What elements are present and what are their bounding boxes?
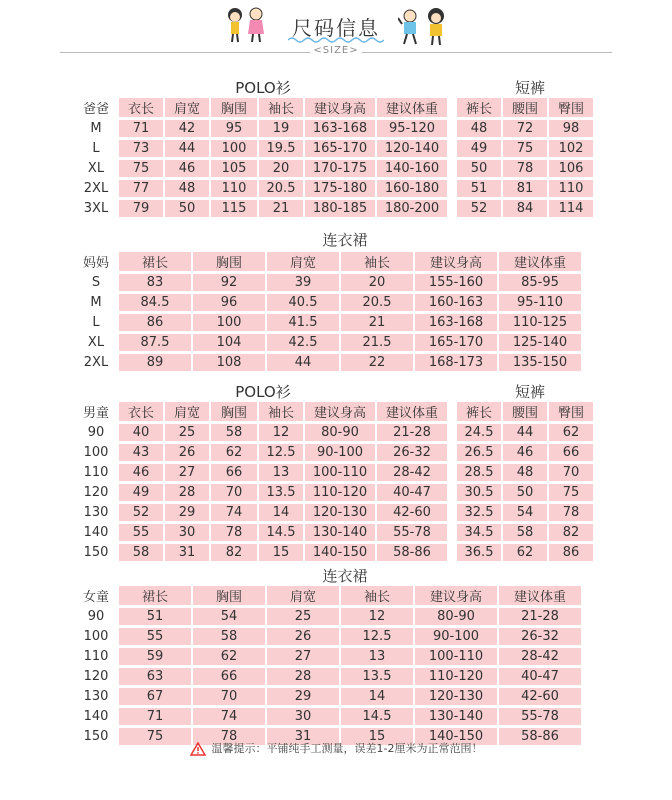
column-header: 肩宽 bbox=[165, 402, 209, 421]
table-cell: 155-160 bbox=[415, 274, 497, 291]
table-cell: 31 bbox=[165, 544, 209, 561]
table-cell: 67 bbox=[119, 688, 191, 705]
table-cell: 98 bbox=[549, 120, 593, 137]
column-header: 建议体重 bbox=[377, 98, 447, 117]
table-row bbox=[75, 444, 593, 461]
column-gap bbox=[449, 160, 455, 177]
table-cell: 100 bbox=[211, 140, 257, 157]
group-label: 男童 bbox=[82, 406, 109, 421]
column-header: 胸围 bbox=[193, 252, 265, 271]
column-gap bbox=[449, 424, 455, 441]
column-header: 肩宽 bbox=[267, 586, 339, 605]
table-cell: 51 bbox=[119, 608, 191, 625]
size-label: XL bbox=[87, 335, 105, 350]
table-header-row bbox=[75, 402, 593, 421]
size-label: 150 bbox=[83, 545, 109, 560]
table-cell: 70 bbox=[549, 464, 593, 481]
table-cell: 20 bbox=[341, 274, 413, 291]
table-cell: 44 bbox=[165, 140, 209, 157]
table-cell: 63 bbox=[119, 668, 191, 685]
footer-note bbox=[0, 740, 672, 756]
table-cell: 46 bbox=[119, 464, 163, 481]
table-cell: 115 bbox=[211, 200, 257, 217]
table-cell: 20.5 bbox=[259, 180, 303, 197]
boy-size-table bbox=[73, 399, 595, 564]
table-cell: 165-170 bbox=[415, 334, 497, 351]
table-cell: 21.5 bbox=[341, 334, 413, 351]
table-cell: 13.5 bbox=[259, 484, 303, 501]
table-cell: 41.5 bbox=[267, 314, 339, 331]
table-cell: 79 bbox=[119, 200, 163, 217]
size-label: S bbox=[91, 275, 101, 290]
column-header: 胸围 bbox=[211, 402, 257, 421]
size-label: L bbox=[92, 315, 100, 330]
table-row bbox=[75, 524, 593, 541]
table-cell: 62 bbox=[193, 648, 265, 665]
table-cell: 12 bbox=[341, 608, 413, 625]
table-cell: 110-125 bbox=[499, 314, 581, 331]
dad-shorts-caption: 短裤 bbox=[514, 79, 545, 97]
column-header: 胸围 bbox=[211, 98, 257, 117]
table-cell: 40-47 bbox=[499, 668, 581, 685]
table-cell: 110-120 bbox=[415, 668, 497, 685]
size-label: 120 bbox=[83, 485, 109, 500]
size-label: 100 bbox=[83, 445, 109, 460]
table-cell: 24.5 bbox=[457, 424, 501, 441]
table-cell: 13 bbox=[259, 464, 303, 481]
size-label: 140 bbox=[83, 709, 109, 724]
table-cell: 43 bbox=[119, 444, 163, 461]
table-cell: 25 bbox=[165, 424, 209, 441]
column-gap bbox=[449, 402, 455, 421]
table-cell: 50 bbox=[503, 484, 547, 501]
table-cell: 40.5 bbox=[267, 294, 339, 311]
table-cell: 50 bbox=[165, 200, 209, 217]
column-gap bbox=[449, 444, 455, 461]
table-cell: 55 bbox=[119, 524, 163, 541]
table-cell: 46 bbox=[165, 160, 209, 177]
table-cell: 82 bbox=[211, 544, 257, 561]
table-cell: 86 bbox=[549, 544, 593, 561]
column-header: 裙长 bbox=[119, 586, 191, 605]
column-header: 臀围 bbox=[549, 98, 593, 117]
mom-dress-caption: 连衣裙 bbox=[322, 231, 368, 249]
table-cell: 100-110 bbox=[415, 648, 497, 665]
table-cell: 82 bbox=[549, 524, 593, 541]
table-cell: 55 bbox=[119, 628, 191, 645]
table-cell: 70 bbox=[211, 484, 257, 501]
table-row bbox=[75, 668, 581, 685]
girl-dress-caption: 连衣裙 bbox=[322, 567, 368, 585]
table-cell: 59 bbox=[119, 648, 191, 665]
column-header: 裤长 bbox=[457, 98, 501, 117]
table-row bbox=[75, 160, 593, 177]
table-cell: 81 bbox=[503, 180, 547, 197]
table-cell: 106 bbox=[549, 160, 593, 177]
table-cell: 87.5 bbox=[119, 334, 191, 351]
table-row bbox=[75, 314, 581, 331]
size-label: 100 bbox=[83, 629, 109, 644]
table-cell: 66 bbox=[193, 668, 265, 685]
table-cell: 160-163 bbox=[415, 294, 497, 311]
table-cell: 36.5 bbox=[457, 544, 501, 561]
table-cell: 27 bbox=[267, 648, 339, 665]
table-cell: 92 bbox=[193, 274, 265, 291]
table-cell: 95-110 bbox=[499, 294, 581, 311]
table-header-row bbox=[75, 252, 581, 271]
table-cell: 71 bbox=[119, 120, 163, 137]
column-header: 建议体重 bbox=[377, 402, 447, 421]
table-cell: 29 bbox=[165, 504, 209, 521]
size-label: 130 bbox=[83, 689, 109, 704]
table-cell: 27 bbox=[165, 464, 209, 481]
table-cell: 12.5 bbox=[259, 444, 303, 461]
table-cell: 48 bbox=[503, 464, 547, 481]
table-cell: 26 bbox=[165, 444, 209, 461]
table-cell: 74 bbox=[193, 708, 265, 725]
column-gap bbox=[449, 180, 455, 197]
table-cell: 42 bbox=[165, 120, 209, 137]
table-cell: 102 bbox=[549, 140, 593, 157]
table-cell: 62 bbox=[211, 444, 257, 461]
table-cell: 58-86 bbox=[377, 544, 447, 561]
table-cell: 86 bbox=[119, 314, 191, 331]
table-cell: 14.5 bbox=[341, 708, 413, 725]
column-header: 袖长 bbox=[259, 98, 303, 117]
table-cell: 46 bbox=[503, 444, 547, 461]
table-cell: 12.5 bbox=[341, 628, 413, 645]
column-header: 建议身高 bbox=[415, 586, 497, 605]
column-header: 建议身高 bbox=[305, 402, 375, 421]
header-divider-right bbox=[362, 52, 612, 53]
table-cell: 120-140 bbox=[377, 140, 447, 157]
table-cell: 28 bbox=[267, 668, 339, 685]
table-cell: 78 bbox=[549, 504, 593, 521]
table-cell: 26 bbox=[267, 628, 339, 645]
group-label: 女童 bbox=[82, 590, 109, 605]
column-header: 衣长 bbox=[119, 98, 163, 117]
column-gap bbox=[449, 544, 455, 561]
size-label: 90 bbox=[87, 609, 105, 624]
table-cell: 90-100 bbox=[415, 628, 497, 645]
table-cell: 100-110 bbox=[305, 464, 375, 481]
table-cell: 20 bbox=[259, 160, 303, 177]
table-cell: 26-32 bbox=[377, 444, 447, 461]
column-header: 衣长 bbox=[119, 402, 163, 421]
table-row bbox=[75, 200, 593, 217]
table-cell: 72 bbox=[503, 120, 547, 137]
table-cell: 74 bbox=[211, 504, 257, 521]
column-gap bbox=[449, 464, 455, 481]
table-row bbox=[75, 648, 581, 665]
column-header: 腰围 bbox=[503, 402, 547, 421]
header-divider-left bbox=[60, 52, 310, 53]
column-header: 腰围 bbox=[503, 98, 547, 117]
table-cell: 26-32 bbox=[499, 628, 581, 645]
table-cell: 58 bbox=[211, 424, 257, 441]
column-header: 建议身高 bbox=[415, 252, 497, 271]
table-cell: 32.5 bbox=[457, 504, 501, 521]
table-cell: 165-170 bbox=[305, 140, 375, 157]
table-cell: 19 bbox=[259, 120, 303, 137]
table-row bbox=[75, 180, 593, 197]
table-cell: 104 bbox=[193, 334, 265, 351]
table-cell: 125-140 bbox=[499, 334, 581, 351]
table-cell: 140-160 bbox=[377, 160, 447, 177]
column-gap bbox=[449, 504, 455, 521]
table-cell: 21 bbox=[259, 200, 303, 217]
mom-size-table bbox=[73, 249, 583, 374]
table-cell: 140-150 bbox=[415, 728, 497, 745]
table-row bbox=[75, 608, 581, 625]
table-cell: 163-168 bbox=[415, 314, 497, 331]
table-row bbox=[75, 140, 593, 157]
size-label: 2XL bbox=[83, 355, 109, 370]
table-cell: 78 bbox=[193, 728, 265, 745]
boy-shorts-caption: 短裤 bbox=[514, 383, 545, 401]
footer-note-text: 温馨提示：平铺纯手工测量，误差1-2厘米为正常范围！ bbox=[211, 742, 483, 755]
table-cell: 120-130 bbox=[415, 688, 497, 705]
table-cell: 49 bbox=[119, 484, 163, 501]
size-label: L bbox=[92, 141, 100, 156]
table-cell: 15 bbox=[259, 544, 303, 561]
table-cell: 50 bbox=[457, 160, 501, 177]
table-cell: 14 bbox=[341, 688, 413, 705]
table-cell: 28.5 bbox=[457, 464, 501, 481]
table-cell: 78 bbox=[503, 160, 547, 177]
table-cell: 180-200 bbox=[377, 200, 447, 217]
table-cell: 160-180 bbox=[377, 180, 447, 197]
column-gap bbox=[449, 98, 455, 117]
table-cell: 28 bbox=[165, 484, 209, 501]
column-header: 建议身高 bbox=[305, 98, 375, 117]
size-label: 2XL bbox=[83, 181, 109, 196]
table-cell: 44 bbox=[503, 424, 547, 441]
table-cell: 21-28 bbox=[377, 424, 447, 441]
table-row bbox=[75, 464, 593, 481]
column-header: 建议体重 bbox=[499, 252, 581, 271]
table-cell: 29 bbox=[267, 688, 339, 705]
table-cell: 77 bbox=[119, 180, 163, 197]
size-label: M bbox=[90, 295, 102, 310]
table-cell: 22 bbox=[341, 354, 413, 371]
table-cell: 95 bbox=[211, 120, 257, 137]
size-label: 110 bbox=[83, 465, 109, 480]
table-cell: 89 bbox=[119, 354, 191, 371]
table-cell: 75 bbox=[503, 140, 547, 157]
table-row bbox=[75, 504, 593, 521]
table-cell: 110-120 bbox=[305, 484, 375, 501]
table-row bbox=[75, 120, 593, 137]
table-cell: 52 bbox=[119, 504, 163, 521]
table-cell: 40-47 bbox=[377, 484, 447, 501]
size-label: XL bbox=[87, 161, 105, 176]
table-cell: 48 bbox=[457, 120, 501, 137]
table-cell: 30 bbox=[267, 708, 339, 725]
table-cell: 12 bbox=[259, 424, 303, 441]
table-cell: 44 bbox=[267, 354, 339, 371]
table-cell: 58 bbox=[119, 544, 163, 561]
table-cell: 58 bbox=[503, 524, 547, 541]
table-cell: 96 bbox=[193, 294, 265, 311]
table-cell: 14.5 bbox=[259, 524, 303, 541]
table-cell: 21 bbox=[341, 314, 413, 331]
table-cell: 62 bbox=[549, 424, 593, 441]
table-cell: 26.5 bbox=[457, 444, 501, 461]
table-cell: 13 bbox=[341, 648, 413, 665]
dad-size-table bbox=[73, 95, 595, 220]
size-label: <SIZE> bbox=[313, 45, 359, 56]
column-gap bbox=[449, 484, 455, 501]
table-cell: 170-175 bbox=[305, 160, 375, 177]
table-cell: 25 bbox=[267, 608, 339, 625]
table-cell: 130-140 bbox=[305, 524, 375, 541]
warning-icon bbox=[190, 742, 206, 756]
table-cell: 55-78 bbox=[499, 708, 581, 725]
size-label: 90 bbox=[87, 425, 105, 440]
table-cell: 70 bbox=[193, 688, 265, 705]
table-cell: 175-180 bbox=[305, 180, 375, 197]
table-row bbox=[75, 274, 581, 291]
table-cell: 42-60 bbox=[377, 504, 447, 521]
size-label: 120 bbox=[83, 669, 109, 684]
table-cell: 85-95 bbox=[499, 274, 581, 291]
table-cell: 108 bbox=[193, 354, 265, 371]
page-title: 尺码信息 bbox=[292, 16, 380, 40]
group-label: 妈妈 bbox=[82, 256, 109, 271]
table-cell: 120-130 bbox=[305, 504, 375, 521]
table-cell: 110 bbox=[211, 180, 257, 197]
table-cell: 39 bbox=[267, 274, 339, 291]
boy-polo-caption: POLO衫 bbox=[235, 383, 291, 401]
table-cell: 105 bbox=[211, 160, 257, 177]
table-cell: 51 bbox=[457, 180, 501, 197]
table-cell: 75 bbox=[549, 484, 593, 501]
table-cell: 21-28 bbox=[499, 608, 581, 625]
cartoon-kids-right-icon bbox=[398, 6, 452, 48]
size-label: 110 bbox=[83, 649, 109, 664]
table-cell: 58 bbox=[193, 628, 265, 645]
table-cell: 31 bbox=[267, 728, 339, 745]
table-cell: 55-78 bbox=[377, 524, 447, 541]
table-cell: 71 bbox=[119, 708, 191, 725]
table-row bbox=[75, 688, 581, 705]
column-header: 袖长 bbox=[341, 252, 413, 271]
dad-polo-caption: POLO衫 bbox=[235, 79, 291, 97]
table-cell: 34.5 bbox=[457, 524, 501, 541]
column-header: 袖长 bbox=[341, 586, 413, 605]
table-cell: 52 bbox=[457, 200, 501, 217]
table-cell: 75 bbox=[119, 160, 163, 177]
table-header-row bbox=[75, 98, 593, 117]
column-header: 肩宽 bbox=[165, 98, 209, 117]
table-cell: 73 bbox=[119, 140, 163, 157]
table-cell: 49 bbox=[457, 140, 501, 157]
table-cell: 163-168 bbox=[305, 120, 375, 137]
table-cell: 42.5 bbox=[267, 334, 339, 351]
table-row bbox=[75, 484, 593, 501]
table-cell: 80-90 bbox=[305, 424, 375, 441]
girl-size-table bbox=[73, 583, 583, 748]
table-cell: 84.5 bbox=[119, 294, 191, 311]
table-header-row bbox=[75, 586, 581, 605]
table-cell: 180-185 bbox=[305, 200, 375, 217]
table-cell: 66 bbox=[211, 464, 257, 481]
table-cell: 90-100 bbox=[305, 444, 375, 461]
table-cell: 95-120 bbox=[377, 120, 447, 137]
table-cell: 19.5 bbox=[259, 140, 303, 157]
column-gap bbox=[449, 200, 455, 217]
table-cell: 168-173 bbox=[415, 354, 497, 371]
wave-decoration bbox=[288, 36, 384, 44]
table-cell: 114 bbox=[549, 200, 593, 217]
table-cell: 75 bbox=[119, 728, 191, 745]
table-cell: 54 bbox=[193, 608, 265, 625]
table-row bbox=[75, 708, 581, 725]
table-cell: 48 bbox=[165, 180, 209, 197]
table-cell: 30.5 bbox=[457, 484, 501, 501]
table-cell: 66 bbox=[549, 444, 593, 461]
column-gap bbox=[449, 524, 455, 541]
table-cell: 14 bbox=[259, 504, 303, 521]
table-cell: 62 bbox=[503, 544, 547, 561]
table-cell: 20.5 bbox=[341, 294, 413, 311]
table-cell: 58-86 bbox=[499, 728, 581, 745]
column-header: 肩宽 bbox=[267, 252, 339, 271]
column-header: 建议体重 bbox=[499, 586, 581, 605]
column-header: 胸围 bbox=[193, 586, 265, 605]
table-row bbox=[75, 544, 593, 561]
table-row bbox=[75, 424, 593, 441]
table-cell: 78 bbox=[211, 524, 257, 541]
size-label: 130 bbox=[83, 505, 109, 520]
table-row bbox=[75, 334, 581, 351]
table-row bbox=[75, 294, 581, 311]
page-header bbox=[0, 0, 672, 70]
table-cell: 40 bbox=[119, 424, 163, 441]
table-row bbox=[75, 628, 581, 645]
column-gap bbox=[449, 140, 455, 157]
table-cell: 80-90 bbox=[415, 608, 497, 625]
table-row bbox=[75, 354, 581, 371]
column-header: 裙长 bbox=[119, 252, 191, 271]
column-header: 臀围 bbox=[549, 402, 593, 421]
size-label: 150 bbox=[83, 729, 109, 744]
size-label: 140 bbox=[83, 525, 109, 540]
table-cell: 42-60 bbox=[499, 688, 581, 705]
table-cell: 28-42 bbox=[377, 464, 447, 481]
size-label: 3XL bbox=[83, 201, 109, 216]
table-cell: 83 bbox=[119, 274, 191, 291]
table-cell: 100 bbox=[193, 314, 265, 331]
group-label: 爸爸 bbox=[82, 102, 109, 117]
column-header: 裤长 bbox=[457, 402, 501, 421]
table-cell: 135-150 bbox=[499, 354, 581, 371]
column-header: 袖长 bbox=[259, 402, 303, 421]
table-cell: 140-150 bbox=[305, 544, 375, 561]
table-cell: 15 bbox=[341, 728, 413, 745]
table-cell: 30 bbox=[165, 524, 209, 541]
size-label: M bbox=[90, 121, 102, 136]
table-cell: 130-140 bbox=[415, 708, 497, 725]
table-cell: 110 bbox=[549, 180, 593, 197]
table-cell: 84 bbox=[503, 200, 547, 217]
table-cell: 54 bbox=[503, 504, 547, 521]
table-cell: 28-42 bbox=[499, 648, 581, 665]
table-cell: 13.5 bbox=[341, 668, 413, 685]
column-gap bbox=[449, 120, 455, 137]
